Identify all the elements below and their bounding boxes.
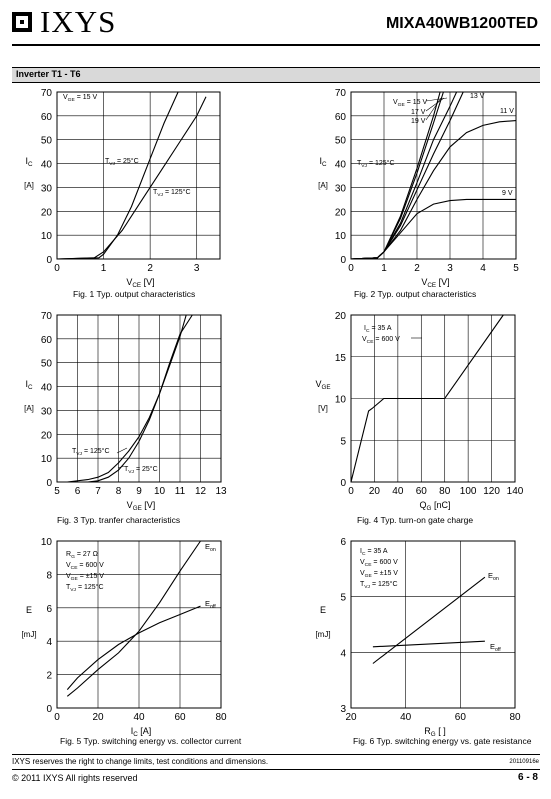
logo-text: IXYS: [40, 4, 117, 39]
y-axis-unit: [A]: [24, 180, 34, 190]
x-tick-label: 8: [115, 486, 122, 497]
y-tick-label: 70: [334, 88, 346, 99]
y-tick-label: 40: [40, 382, 52, 394]
series-line: [88, 315, 193, 482]
x-tick-label: 20: [345, 712, 357, 723]
x-tick-label: 5: [513, 263, 519, 274]
fig6-tvj-note: $T_{VJ} = 125^\circ C$: [360, 581, 398, 590]
x-tick-label: 20: [92, 712, 104, 723]
fig3-t25-label: $T_{VJ} = 25^\circ C$: [124, 466, 158, 475]
series-line: [373, 641, 485, 647]
fig6-vge-note: $V_{GE} = \pm 15$ V: [360, 570, 398, 579]
doc-code: 20110916e: [509, 759, 539, 765]
fig6-vce-note: $V_{CE} = 600$ V: [360, 559, 398, 568]
y-tick-label: 10: [40, 537, 52, 548]
x-tick-label: 80: [439, 486, 451, 497]
plot-fig4: [315, 311, 523, 512]
x-tick-label: 40: [400, 712, 412, 723]
fig6-eoff-label: $E_{off}$: [490, 642, 501, 653]
y-tick-label: 0: [46, 255, 52, 266]
x-tick-label: 80: [509, 712, 521, 723]
y-axis-unit: [A]: [24, 403, 34, 413]
x-tick-label: 0: [54, 712, 60, 723]
x-axis-label: $V_{CE}$ [V]: [421, 277, 450, 289]
y-tick-label: 15: [334, 352, 346, 364]
plot-fig6: [315, 537, 521, 738]
y-tick-label: 0: [46, 704, 52, 715]
y-axis-label: $I_C$: [319, 155, 327, 168]
series-line: [67, 315, 186, 482]
x-tick-label: 60: [174, 712, 186, 723]
series-line: [67, 606, 200, 690]
caption-fig3: Fig. 3 Typ. tranfer characteristics: [57, 515, 181, 525]
y-tick-label: 10: [334, 231, 346, 243]
fig2-v15-label: $V_{GE} = 15$ V: [393, 99, 428, 108]
fig5-vge-note: $V_{GE} = \pm 15$ V: [66, 573, 104, 582]
series-line: [57, 92, 178, 259]
series-line: [351, 121, 516, 259]
x-tick-label: 3: [193, 263, 200, 274]
y-axis-label: $V_{GE}$: [315, 378, 331, 391]
y-tick-label: 20: [40, 207, 52, 219]
y-tick-label: 30: [40, 406, 52, 418]
caption-fig6: Fig. 6 Typ. switching energy vs. gate resistance: [353, 736, 532, 746]
series-line: [373, 577, 485, 663]
x-tick-label: 0: [54, 263, 60, 274]
x-tick-label: 60: [454, 712, 466, 723]
y-tick-label: 20: [40, 430, 52, 442]
plot-fig1: [24, 88, 220, 289]
caption-fig2: Fig. 2 Typ. output characteristics: [354, 289, 477, 299]
y-tick-label: 10: [40, 454, 52, 466]
x-tick-label: 0: [348, 486, 354, 497]
x-tick-label: 60: [415, 486, 427, 497]
x-tick-label: 10: [153, 486, 166, 497]
y-tick-label: 0: [340, 478, 346, 489]
y-axis-unit: [V]: [318, 403, 328, 413]
y-tick-label: 40: [40, 159, 52, 171]
y-tick-label: 60: [40, 334, 52, 346]
part-number: MIXA40WB1200TED: [385, 15, 538, 32]
x-tick-label: 120: [483, 486, 500, 497]
y-tick-label: 8: [46, 570, 52, 582]
fig2-v19-label: 19 V: [411, 118, 426, 125]
page-number: 6 - 8: [517, 772, 538, 783]
y-axis-label: E: [25, 604, 33, 615]
fig6-eon-label: $E_{on}$: [488, 571, 499, 582]
y-tick-label: 70: [40, 311, 52, 322]
y-tick-label: 50: [40, 358, 52, 370]
y-tick-label: 6: [46, 603, 52, 615]
x-axis-label: $R_G$ [ ]: [424, 726, 446, 738]
plot-frame: [351, 541, 515, 708]
fig2-v17-label: 17 V: [411, 109, 426, 116]
x-tick-label: 1: [381, 263, 387, 274]
fig1-vge-note: $V_{GE} = 15$ V: [63, 94, 98, 103]
caption-fig4: Fig. 4 Typ. turn-on gate charge: [357, 515, 474, 525]
x-tick-label: 3: [447, 263, 453, 274]
y-tick-label: 0: [340, 255, 346, 266]
y-tick-label: 5: [340, 436, 346, 448]
plot-fig3: [24, 311, 227, 512]
y-tick-label: 4: [340, 648, 346, 660]
plot-fig5: [21, 537, 227, 738]
x-axis-label: $V_{CE}$ [V]: [126, 277, 155, 289]
x-tick-label: 12: [194, 486, 207, 497]
y-axis-unit: [A]: [318, 180, 328, 190]
fig4-vce-note: $V_{CE} = 600$ V: [362, 336, 400, 345]
caption-fig1: Fig. 1 Typ. output characteristics: [73, 289, 196, 299]
x-axis-label: $V_{GE}$ [V]: [126, 500, 156, 512]
y-axis-label: $I_C$: [25, 155, 33, 168]
y-tick-label: 20: [334, 311, 346, 322]
y-tick-label: 50: [334, 135, 346, 147]
x-axis-label: $Q_G$ [nC]: [419, 500, 451, 512]
x-tick-label: 40: [133, 712, 145, 723]
y-axis-label: $I_C$: [25, 378, 33, 391]
footer-rule-2: [12, 769, 540, 770]
fig2-v13-label: 13 V: [470, 93, 485, 100]
y-tick-label: 40: [334, 159, 346, 171]
fig1-t125-label: $T_{VJ} = 125^\circ C$: [153, 189, 191, 198]
y-tick-label: 10: [334, 394, 346, 406]
x-tick-label: 80: [215, 712, 227, 723]
x-tick-label: 2: [147, 263, 153, 274]
fig3-t125-label: $T_{VJ} = 125^\circ C$: [72, 448, 110, 457]
x-tick-label: 100: [459, 486, 477, 497]
x-axis-label: $I_C$ [A]: [130, 726, 152, 738]
fig6-ic-note: $I_C = 35$ A: [360, 548, 388, 557]
y-tick-label: 70: [40, 88, 52, 99]
y-tick-label: 30: [334, 183, 346, 195]
x-tick-label: 6: [74, 486, 81, 497]
y-tick-label: 3: [340, 704, 346, 715]
y-tick-label: 10: [40, 231, 52, 243]
x-tick-label: 13: [215, 486, 227, 497]
y-tick-label: 20: [334, 207, 346, 219]
series-line: [351, 92, 457, 259]
y-tick-label: 2: [46, 670, 52, 682]
x-tick-label: 40: [392, 486, 404, 497]
fig5-eon-label: $E_{on}$: [205, 542, 216, 553]
y-tick-label: 6: [340, 537, 346, 548]
x-tick-label: 9: [136, 486, 142, 497]
series-line: [57, 97, 206, 259]
x-tick-label: 1: [100, 263, 107, 274]
fig2-tvj-note: $T_{VJ} = 125^\circ C$: [357, 160, 395, 169]
x-tick-label: 4: [480, 263, 486, 274]
y-tick-label: 30: [40, 183, 52, 195]
footer-notice: IXYS reserves the right to change limits, test conditions and dimensions.: [12, 757, 269, 766]
y-tick-label: 4: [46, 637, 52, 649]
series-line: [351, 199, 516, 259]
x-tick-label: 2: [414, 263, 420, 274]
y-axis-unit: [mJ]: [21, 629, 37, 639]
x-tick-label: 0: [348, 263, 354, 274]
caption-fig5: Fig. 5 Typ. switching energy vs. collector current: [60, 736, 242, 746]
fig5-rg-note: $R_G = 27$ Ω: [66, 551, 98, 560]
y-axis-unit: [mJ]: [315, 629, 331, 639]
y-axis-label: E: [319, 604, 327, 615]
x-tick-label: 7: [95, 486, 101, 497]
series-line: [351, 92, 463, 259]
x-tick-label: 20: [368, 486, 380, 497]
y-tick-label: 50: [40, 135, 52, 147]
y-tick-label: 0: [46, 478, 52, 489]
fig2-v11-label: 11 V: [500, 108, 514, 115]
fig1-t25-label: $T_{VJ} = 25^\circ C$: [105, 158, 139, 167]
copyright: © 2011 IXYS All rights reserved: [12, 773, 138, 783]
fig5-tvj-note: $T_{VJ} = 125^\circ C$: [66, 584, 104, 593]
fig4-ic-note: $I_C = 35$ A: [364, 325, 392, 334]
x-tick-label: 11: [174, 486, 186, 497]
y-tick-label: 60: [40, 111, 52, 123]
x-tick-label: 140: [506, 486, 524, 497]
fig5-eoff-label: $E_{off}$: [205, 599, 216, 610]
footer-rule: [12, 754, 540, 755]
fig2-v9-label: 9 V: [502, 190, 513, 197]
y-tick-label: 60: [334, 111, 346, 123]
y-tick-label: 5: [340, 592, 346, 604]
section-title: Inverter T1 - T6: [16, 69, 81, 79]
fig5-vce-note: $V_{CE} = 600$ V: [66, 562, 104, 571]
x-tick-label: 5: [54, 486, 60, 497]
